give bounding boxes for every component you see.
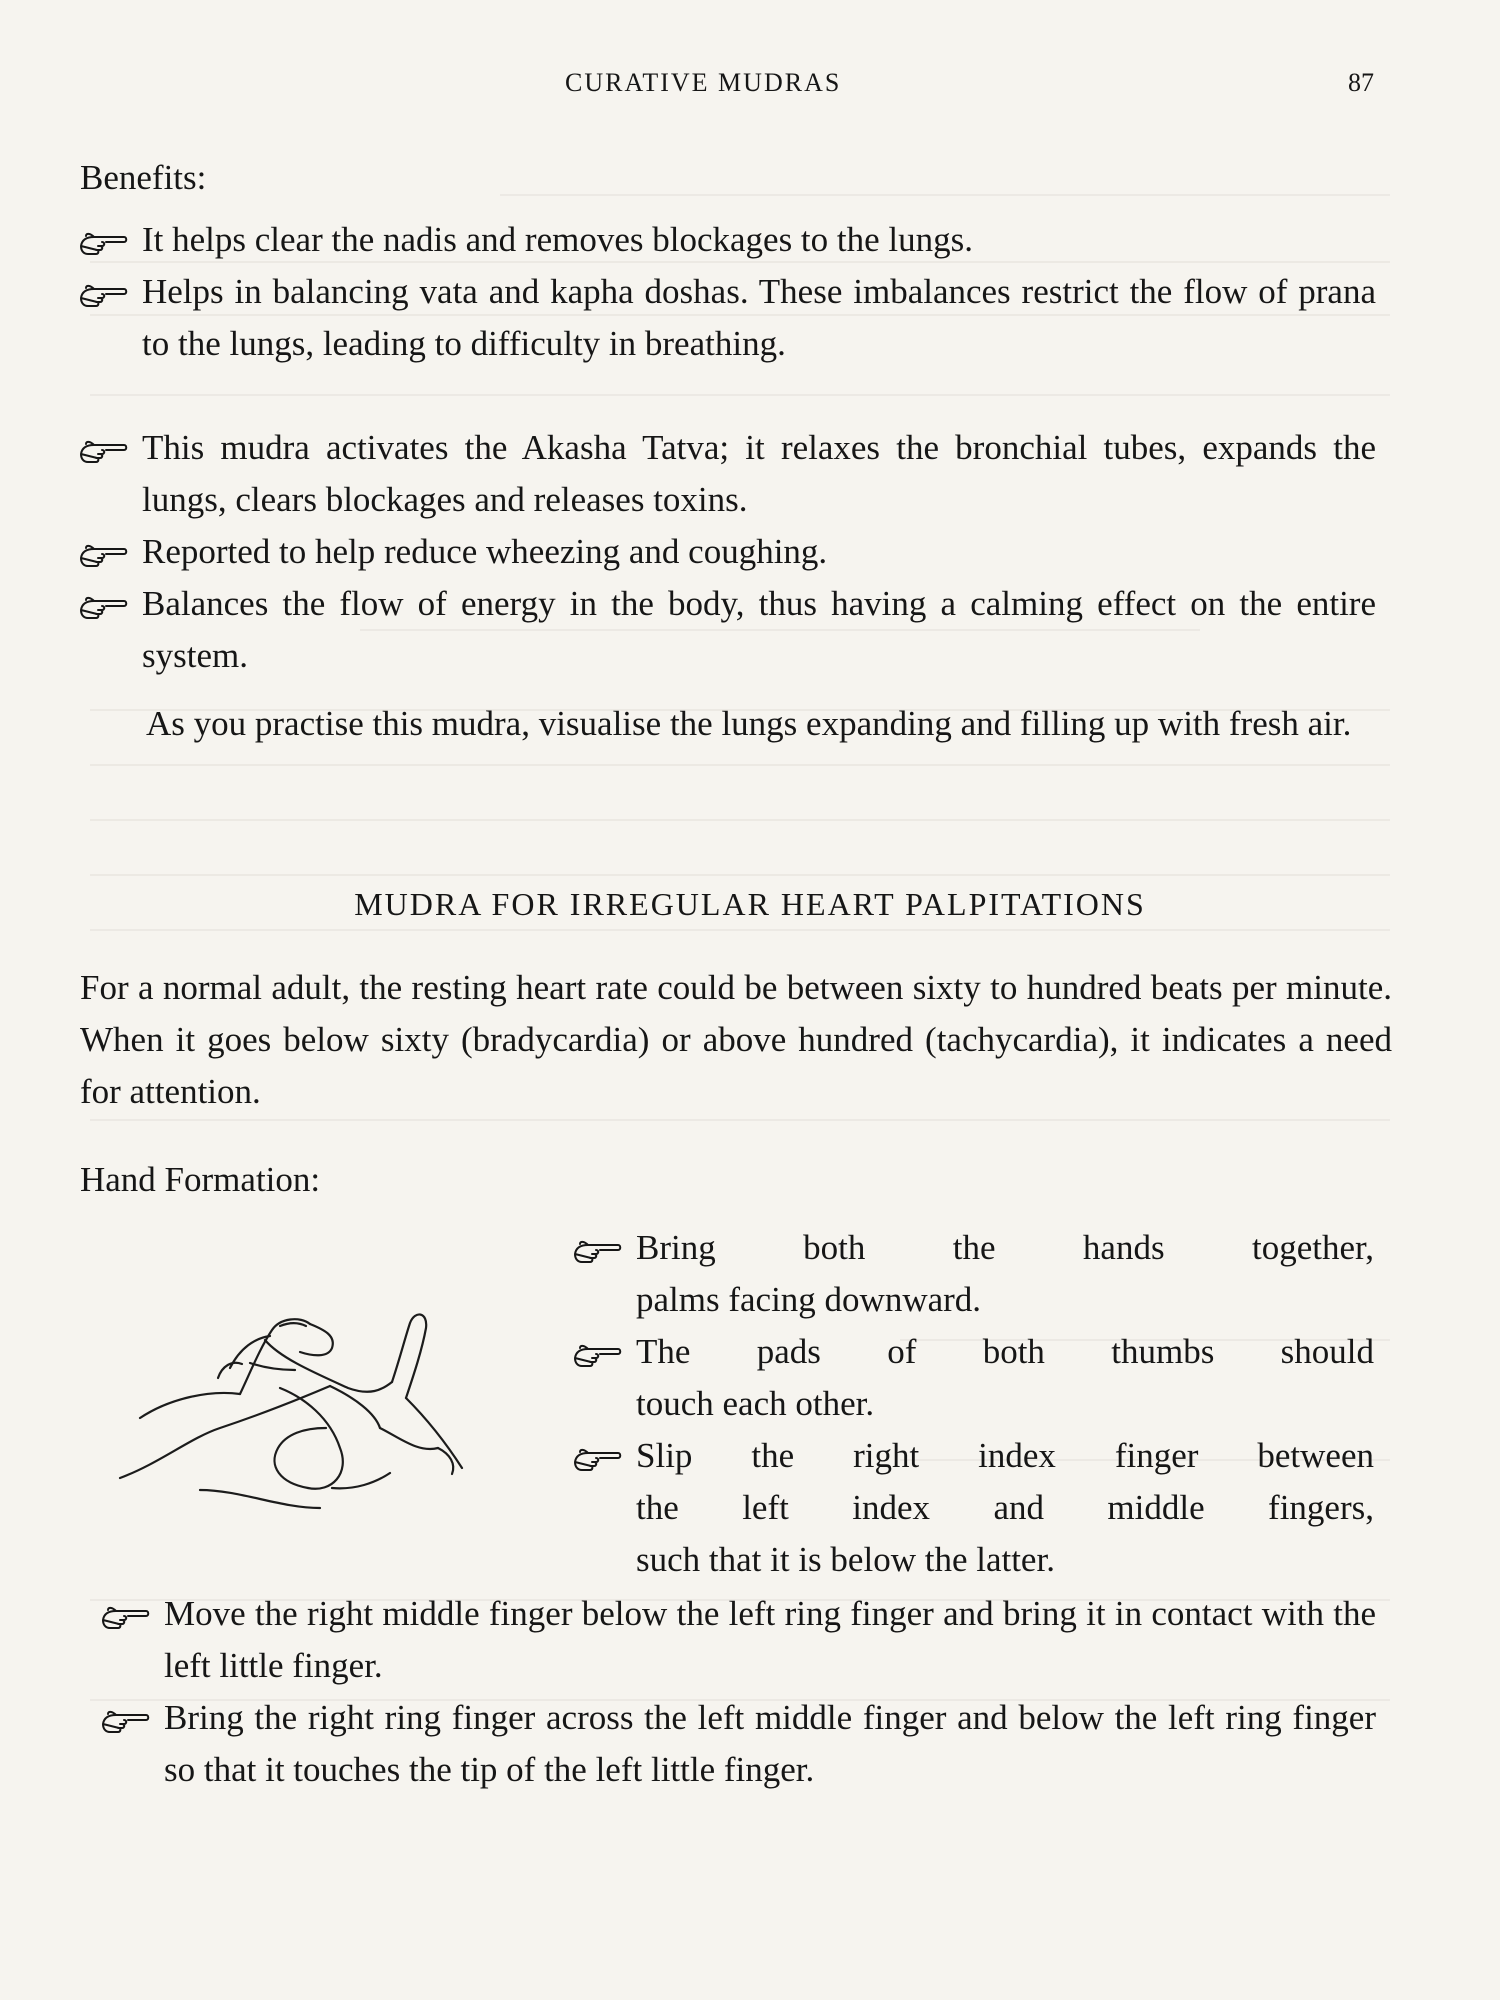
list-item [572,1222,1372,1326]
pointing-hand-icon [572,1326,636,1378]
running-title: CURATIVE MUDRAS [565,68,842,97]
step-line: palms facing downward. [636,1280,982,1319]
pointing-hand-icon [100,1588,164,1640]
step-line: touch each other. [636,1384,875,1423]
benefits-label: Benefits: [80,158,207,197]
list-item [100,1588,1392,1692]
list-item [78,526,1392,578]
pointing-hand-icon [78,578,142,630]
benefit-text: This mudra activates the Akasha Tatva; it relaxes the bronchial tubes, expands the lungs, clears blockages and releases toxins. [142,428,1376,519]
pointing-hand-icon [100,1692,164,1744]
benefit-text: Helps in balancing vata and kapha doshas. These imbalances restrict the flow of prana to the lungs, leading to difficulty in breathing. [142,272,1376,363]
step-line: Bring both the hands together, [636,1228,1374,1267]
running-header [0,62,1500,102]
step-line: such that it is below the latter. [636,1540,1055,1579]
list-item [100,1692,1392,1796]
step-line: Slip the right index finger between [636,1436,1374,1475]
pointing-hand-icon [572,1430,636,1482]
mudra-hands-illustration [100,1278,520,1538]
benefit-text: Balances the flow of energy in the body, thus having a calming effect on the entire system. [142,584,1376,675]
list-item [572,1430,1372,1586]
step-line: The pads of both thumbs should [636,1332,1374,1371]
intro-paragraph: For a normal adult, the resting heart rate could be between sixty to hundred beats per minute. When it goes below sixty (bradycardia) or above hundred (tachycardia), it indicates a need for attention. [80,968,1392,1111]
step-text: Move the right middle finger below the left ring finger and bring it in contact with the left little finger. [164,1594,1376,1685]
step-text: Bring the right ring finger across the left middle finger and below the left ring finger so that it touches the tip of the left little finger. [164,1698,1376,1789]
section-heading: MUDRA FOR IRREGULAR HEART PALPITATIONS [354,886,1146,922]
pointing-hand-icon [78,214,142,266]
pointing-hand-icon [78,422,142,474]
pointing-hand-icon [572,1222,636,1274]
pointing-hand-icon [78,526,142,578]
step-line: the left index and middle fingers, [636,1488,1374,1527]
list-item [572,1326,1372,1430]
list-item [78,266,1392,370]
hand-formation-label: Hand Formation: [80,1160,321,1199]
visualise-paragraph: As you practise this mudra, visualise the lungs expanding and filling up with fresh air. [146,704,1352,743]
pointing-hand-icon [78,266,142,318]
benefit-text: It helps clear the nadis and removes blockages to the lungs. [142,220,974,259]
benefit-text: Reported to help reduce wheezing and coughing. [142,532,828,571]
list-item [78,578,1392,682]
list-item [78,214,1392,266]
page-number: 87 [1348,68,1374,97]
list-item [78,422,1392,526]
